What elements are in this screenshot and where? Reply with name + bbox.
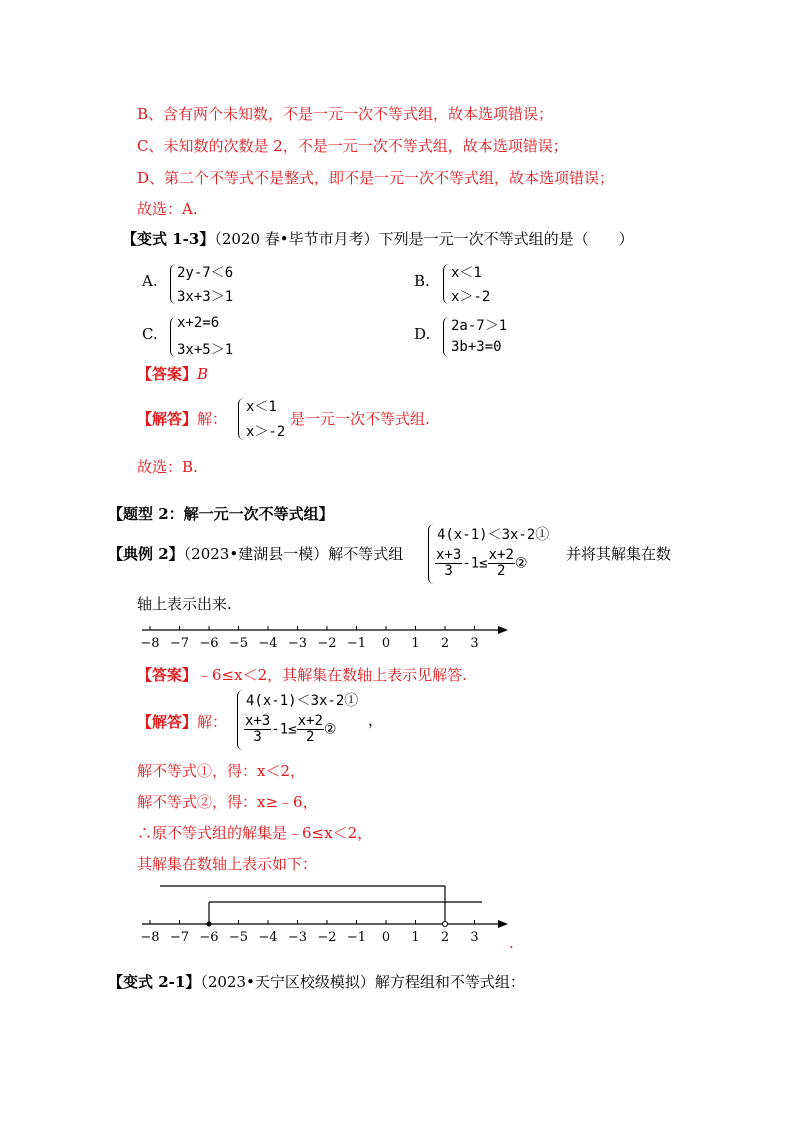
option-d-line2: 3b+3=0 [451, 339, 502, 355]
axis1-tick-label: −5 [228, 636, 249, 651]
solution-brace [238, 398, 245, 440]
axis1-tick-label: −8 [140, 636, 160, 651]
variant-1-3-tag: 【变式 1-3】 [122, 230, 215, 248]
example-2-answer [137, 664, 467, 685]
option-c-line2: 3x+5＞1 [177, 342, 234, 358]
example-2-answer-text: ﹣6≤x＜2，其解集在数轴上表示见解答. [197, 666, 467, 684]
step-3: ∴原不等式组的解集是﹣6≤x＜2， [137, 824, 373, 842]
example-2-solution-tag: 【解答】 [137, 713, 198, 731]
solution-line2: x＞-2 [246, 424, 286, 440]
option-b-line2: x＞-2 [451, 289, 491, 305]
example-2-brace [428, 524, 435, 584]
axis-arrow-icon-2 [498, 920, 508, 928]
example-2-question [108, 543, 403, 564]
axis2-tick-label: 0 [381, 930, 391, 945]
axis1-tick-label: −6 [199, 636, 219, 651]
variant-2-1-question [108, 971, 525, 992]
option-b-label: B. [414, 272, 430, 290]
previous-choice: 故选：A. [137, 200, 198, 218]
axis-arrow-icon [498, 626, 508, 634]
example-2-tag: 【典例 2】 [108, 545, 184, 563]
axis2-tick-label: 3 [470, 930, 479, 945]
axis2-tick-label: −3 [287, 930, 308, 945]
variant-1-3-choice: 故选：B. [137, 458, 198, 476]
closed-endpoint-minus-6 [207, 922, 212, 927]
axis1-tick-label: −2 [317, 636, 337, 651]
example-2-solution-brace [237, 690, 244, 750]
example-2-solution-comma: ， [368, 711, 384, 729]
axis1-tick-label: 0 [381, 636, 391, 651]
number-line-solution [130, 876, 530, 956]
axis1-tick-label: 3 [470, 636, 479, 651]
axis2-tick-label: −6 [199, 930, 219, 945]
axis1-tick-label: −3 [287, 636, 308, 651]
axis2-tick-label: 1 [411, 930, 420, 945]
axis2-tick-label: −8 [140, 930, 160, 945]
example-2-solution-tagline: 【解答】解： [137, 713, 228, 731]
option-a-line2: 3x+3＞1 [177, 289, 234, 305]
axis1-tick-label: −1 [346, 636, 367, 651]
type-2-heading: 【题型 2：解一元一次不等式组】 [108, 505, 334, 523]
solution-suffix: 是一元一次不等式组. [290, 410, 430, 428]
example-2-source: （2023•建湖县一模）解不等式组 [183, 545, 404, 563]
example-2-frac1: $\frac{x+3}{3}$ [436, 547, 462, 579]
option-d-label: D. [414, 325, 431, 343]
variant-1-3-question [122, 228, 634, 249]
option-d-line1: 2a-7＞1 [451, 318, 508, 334]
solution-tag: 【解答】 [137, 410, 198, 428]
answer-tag: 【答案】 [137, 365, 198, 383]
option-b-line1: x＜1 [451, 265, 482, 281]
option-c-brace [170, 317, 177, 357]
option-a-brace [170, 264, 177, 304]
example-2-frac2: $\frac{x+2}{2}$ [488, 547, 514, 579]
variant-1-3-source: （2020 春•毕节市月考）下列是一元一次不等式组的是（ ） [214, 230, 634, 248]
example-2-solution-ineq1: 4(x-1)＜3x-2① [246, 693, 359, 709]
axis1-tick-label: −4 [258, 636, 278, 651]
axis2-tick-label: −2 [317, 930, 337, 945]
example-2-ineq2: $\frac{x+3}{3}$ -1≤ $\frac{x+2}{2}$ ② [436, 547, 528, 579]
example-2-line2: 轴上表示出来. [137, 595, 232, 613]
example-2-ineq1: 4(x-1)＜3x-2① [437, 527, 550, 543]
step-1: 解不等式①，得：x＜2， [137, 762, 306, 780]
option-c-explanation: C、未知数的次数是 2，不是一元一次不等式组，故本选项错误； [137, 137, 568, 155]
open-endpoint-2 [443, 922, 448, 927]
axis2-tick-label: −1 [346, 930, 367, 945]
example-2-solution-ineq2: $\frac{x+3}{3}$ -1≤ $\frac{x+2}{2}$ ② [245, 713, 337, 745]
option-d-explanation: D、第二个不等式不是整式，即不是一元一次不等式组，故本选项错误； [137, 169, 615, 187]
example-2-tail: 并将其解集在数 [566, 545, 672, 563]
axis1-tick-label: 2 [440, 636, 450, 651]
option-a-label: A. [142, 272, 158, 290]
axis1-tick-label: 1 [411, 636, 420, 651]
option-c-line1: x+2=6 [177, 315, 220, 331]
solution-line1: x＜1 [246, 399, 277, 415]
solution-tag-line [137, 408, 227, 429]
solution-prefix: 解： [197, 410, 228, 428]
option-b-explanation: B、含有两个未知数，不是一元一次不等式组，故本选项错误； [137, 105, 554, 123]
variant-2-1-tag: 【变式 2-1】 [108, 973, 201, 991]
axis2-tick-label: −7 [169, 930, 190, 945]
step-2: 解不等式②，得：x≥﹣6， [137, 793, 318, 811]
axis2-tick-label: 2 [440, 930, 450, 945]
option-d-brace [443, 317, 450, 357]
option-b-brace [443, 264, 450, 304]
option-a-line1: 2y-7＜6 [177, 265, 234, 281]
option-c-label: C. [142, 325, 158, 343]
example-2-answer-tag: 【答案】 [137, 666, 198, 684]
variant-2-1-source: （2023•天宁区校级模拟）解方程组和不等式组： [200, 973, 525, 991]
variant-1-3-answer [137, 363, 208, 384]
answer-value: B [197, 365, 209, 383]
axis1-tick-label: −7 [169, 636, 190, 651]
number-line-question [130, 620, 520, 660]
step-4: 其解集在数轴上表示如下： [137, 855, 318, 873]
axis2-tick-label: −4 [258, 930, 278, 945]
axis2-tick-label: −5 [228, 930, 249, 945]
number-line-period: . [509, 934, 514, 952]
